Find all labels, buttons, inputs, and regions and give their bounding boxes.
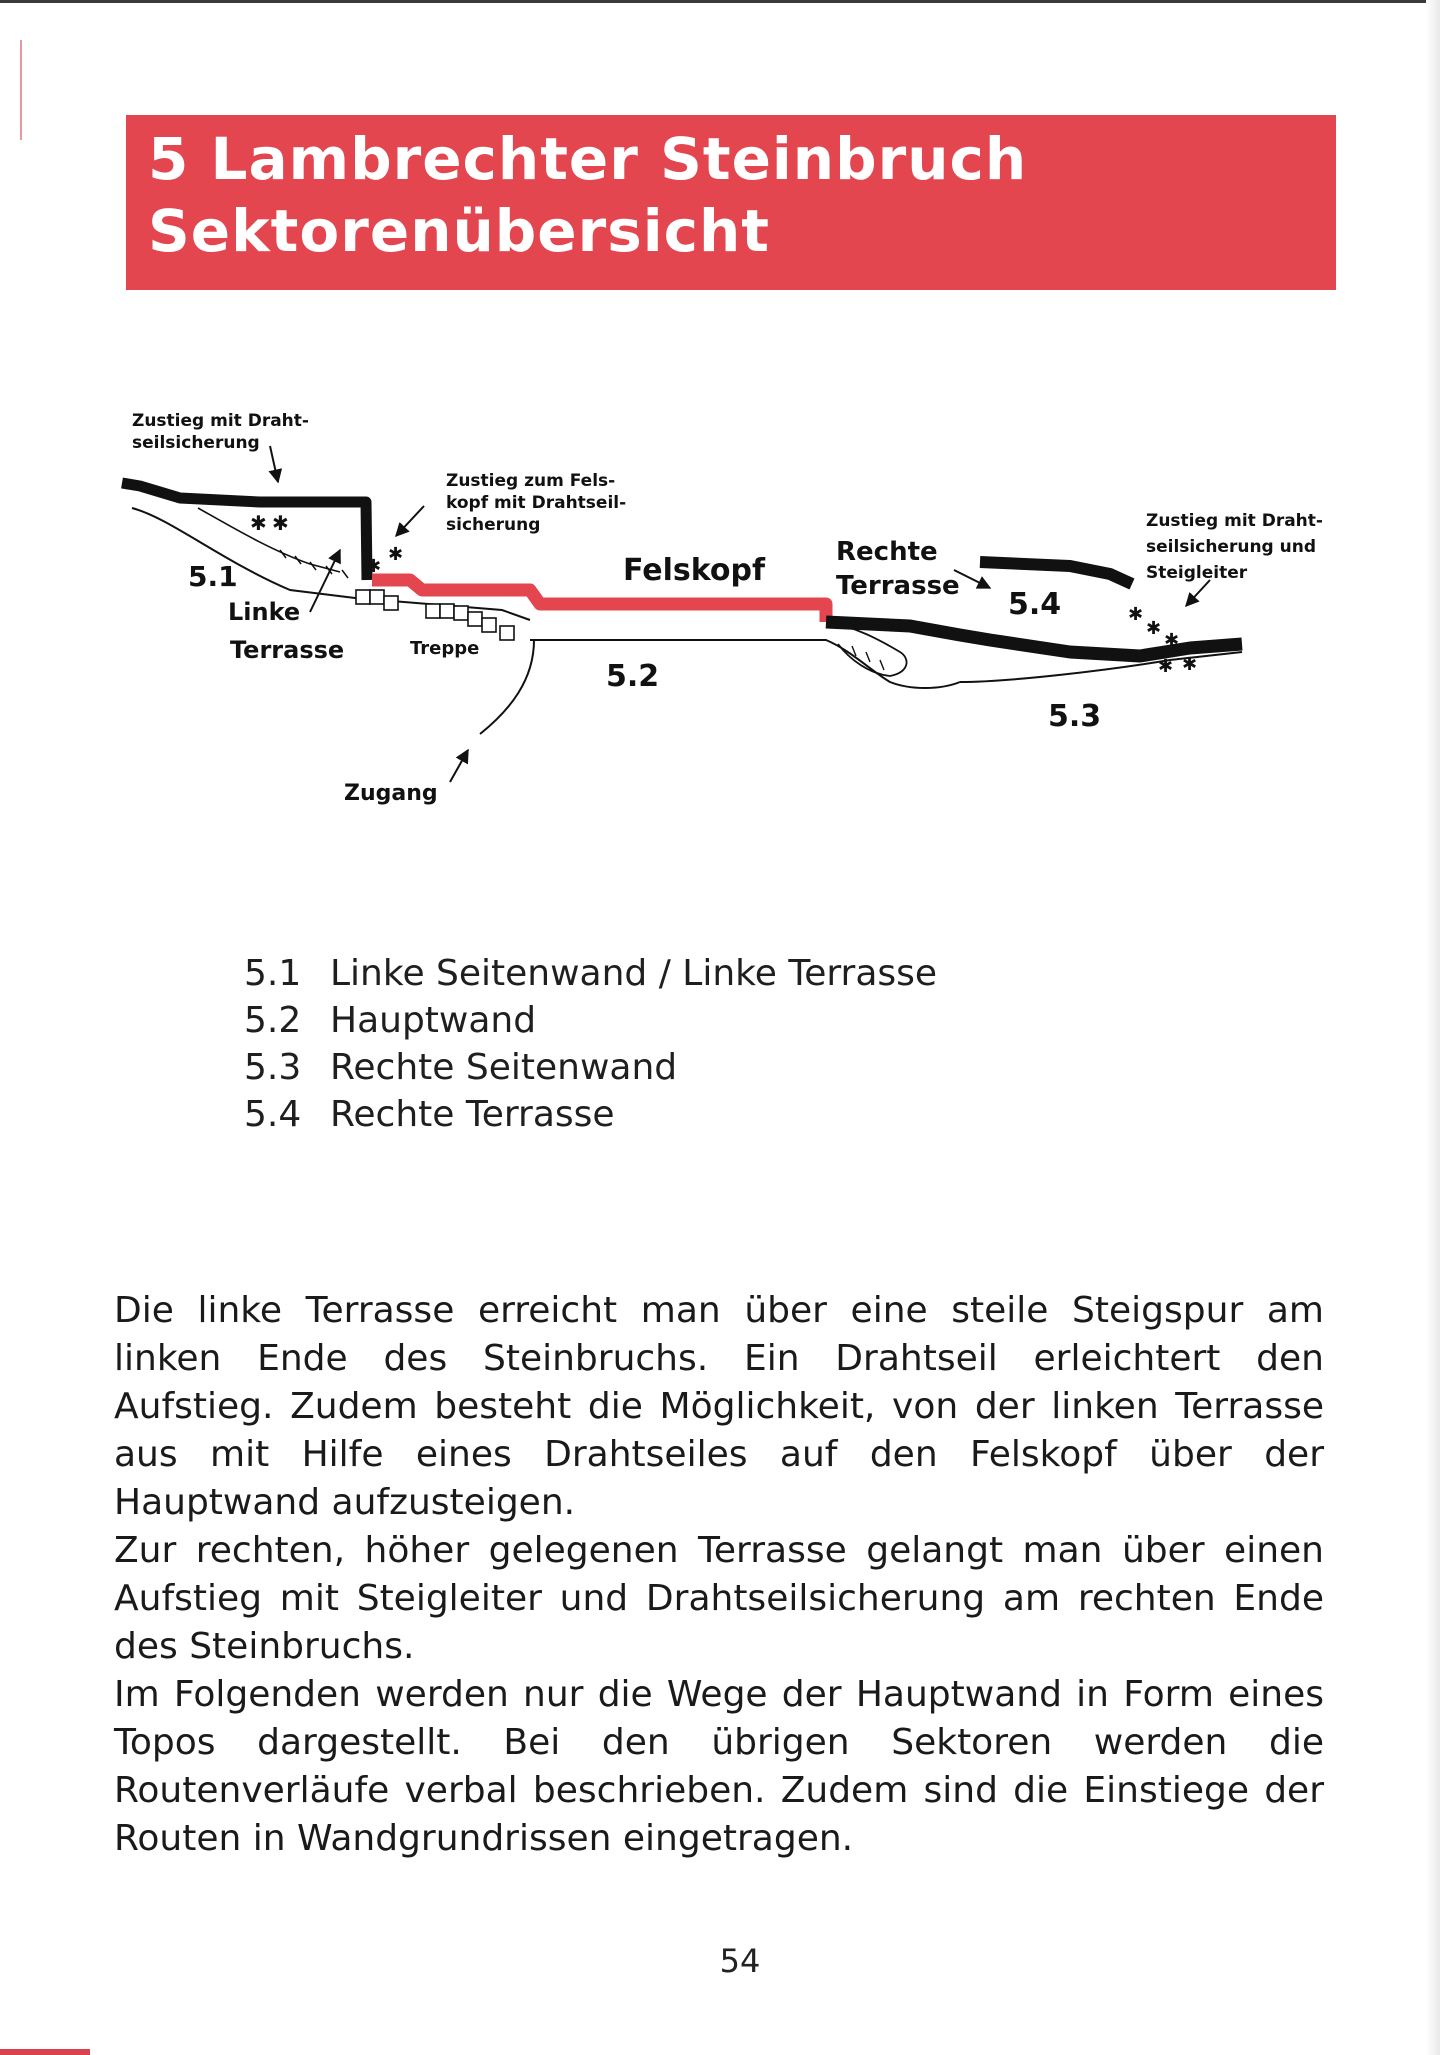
legend-code: 5.3	[244, 1047, 302, 1088]
right-terrace-wall	[980, 562, 1132, 584]
label-zustieg-right-2: seilsicherung und	[1146, 537, 1317, 557]
label-zustieg-felskopf-3: sicherung	[446, 515, 541, 535]
label-zugang: Zugang	[344, 781, 438, 806]
anchor-mark: ✱	[366, 556, 382, 577]
title-banner	[126, 115, 1336, 290]
arrow-right-access	[1186, 580, 1210, 606]
legend-label: Rechte Seitenwand	[330, 1047, 678, 1088]
label-zustieg-right-3: Steigleiter	[1146, 563, 1248, 583]
label-felskopf: Felskopf	[623, 553, 766, 588]
legend-label: Hauptwand	[330, 1000, 537, 1041]
right-side-wall	[826, 622, 1242, 656]
label-linke-terrasse-2: Terrasse	[230, 636, 345, 664]
body-text	[114, 1287, 1324, 1863]
label-sector-5-1: 5.1	[188, 560, 238, 593]
label-sector-5-4: 5.4	[1008, 587, 1062, 622]
access-path	[480, 640, 534, 734]
legend-item	[244, 950, 937, 997]
label-sector-5-3: 5.3	[1048, 699, 1102, 734]
top-edge-rule	[0, 0, 1440, 3]
anchor-mark: ✱	[1158, 656, 1174, 677]
legend-label: Rechte Terrasse	[330, 1094, 615, 1135]
main-wall-base	[530, 640, 960, 688]
page-number: 54	[719, 1942, 761, 1980]
anchor-mark: ✱	[1146, 618, 1162, 639]
label-rechte-terrasse-2: Terrasse	[836, 571, 960, 601]
legend-code: 5.1	[244, 953, 302, 994]
label-zustieg-felskopf-2: kopf mit Drahtseil-	[446, 493, 627, 513]
label-rechte-terrasse-1: Rechte	[836, 537, 938, 567]
legend-item	[244, 1044, 937, 1091]
staircase	[356, 590, 514, 640]
legend-item	[244, 997, 937, 1044]
label-zustieg-left-1: Zustieg mit Draht-	[132, 411, 309, 431]
legend-code: 5.4	[244, 1094, 302, 1135]
sector-legend	[244, 950, 937, 1138]
page-subtitle: Sektorenübersicht	[148, 197, 771, 265]
left-terrace-wall	[122, 483, 367, 580]
body-paragraph: Die linke Terrasse erreicht man über eine steile Steigspur am linken Ende des Steinbruchs. Ein Drahtseil erleichtert den Aufstieg. Zudem besteht die Möglichkeit, von der linken Terrasse aus mit Hilfe eines Drahtseiles auf den Felskopf über der Hauptwand aufzusteigen.	[114, 1290, 1324, 1523]
anchor-mark: ✱	[1128, 604, 1144, 625]
anchor-mark: ✱	[1182, 654, 1198, 675]
label-zustieg-felskopf-1: Zustieg zum Fels-	[446, 471, 616, 491]
body-paragraph: Zur rechten, höher gelegenen Terrasse gelangt man über einen Aufstieg mit Steigleiter und Drahtseilsicherung am rechten Ende des Steinbruchs.	[114, 1530, 1324, 1667]
arrow-left-access	[270, 446, 278, 482]
label-sector-5-2: 5.2	[606, 659, 660, 694]
arrow-zugang	[450, 750, 468, 782]
label-linke-terrasse-1: Linke	[228, 598, 301, 626]
anchor-mark: ✱	[1164, 630, 1180, 651]
body-paragraph: Im Folgenden werden nur die Wege der Hauptwand in Form eines Topos dargestellt. Bei den übrigen Sektoren werden die Routenverläufe verbal beschrieben. Zudem sind die Einstiege der Routen in Wandgrundrissen eingetragen.	[114, 1674, 1324, 1859]
sector-overview-diagram	[110, 390, 1350, 830]
arrow-felskopf-access	[396, 506, 424, 536]
label-zustieg-left-2: seilsicherung	[132, 433, 260, 453]
legend-code: 5.2	[244, 1000, 302, 1041]
page-edge-shadow	[1426, 0, 1440, 2055]
legend-item	[244, 1091, 937, 1138]
anchor-mark: ✱	[272, 511, 289, 535]
bottom-edge-mark	[0, 2049, 90, 2055]
arrow-linke-terrasse	[310, 550, 340, 612]
left-edge-mark	[20, 40, 22, 140]
anchor-mark: ✱	[250, 511, 267, 535]
label-zustieg-right-1: Zustieg mit Draht-	[1146, 511, 1323, 531]
legend-label: Linke Seitenwand / Linke Terrasse	[330, 953, 938, 994]
page-title: 5 Lambrechter Steinbruch	[148, 125, 1028, 193]
label-treppe: Treppe	[410, 638, 480, 659]
anchor-mark: ✱	[388, 544, 404, 565]
